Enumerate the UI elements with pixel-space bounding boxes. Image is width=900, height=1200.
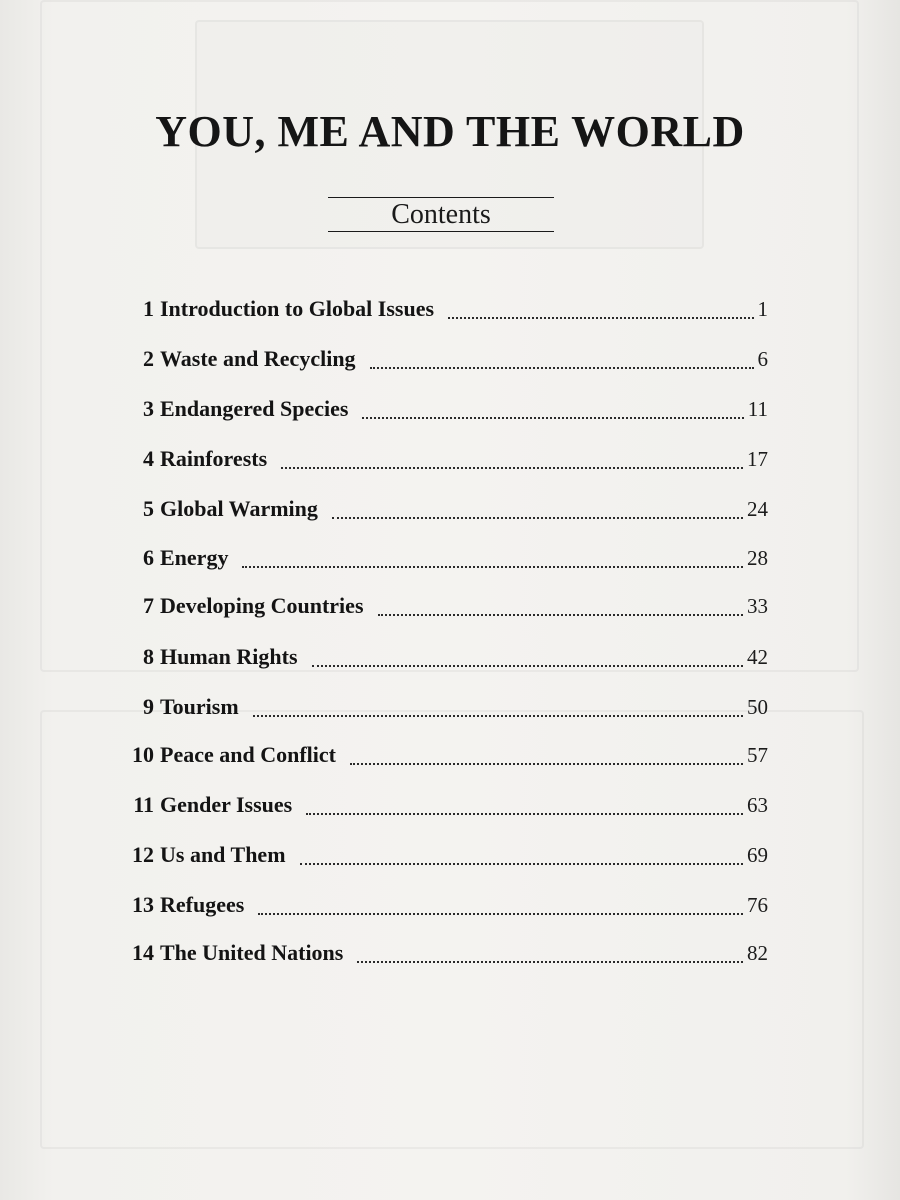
chapter-number: 11 (133, 792, 154, 817)
dot-leader (258, 913, 743, 915)
chapter-title: Peace and Conflict (160, 742, 336, 767)
page-number: 1 (757, 297, 768, 321)
page-number: 42 (747, 645, 768, 669)
page-number: 6 (757, 347, 768, 371)
chapter-number: 14 (132, 940, 154, 965)
chapter-title: Endangered Species (160, 396, 349, 421)
chapter-title: Human Rights (160, 644, 298, 669)
chapter-number: 12 (132, 842, 154, 867)
page-number: 24 (747, 497, 768, 521)
dot-leader (357, 961, 743, 963)
chapter-title: Developing Countries (160, 593, 364, 618)
toc-entry (118, 296, 768, 326)
chapter-number: 4 (143, 446, 154, 471)
chapter-title: Tourism (160, 694, 239, 719)
toc-entry (118, 694, 768, 724)
dot-leader (253, 715, 743, 717)
book-title: YOU, ME AND THE WORLD (155, 107, 745, 156)
toc-entry (118, 842, 768, 872)
page-number: 50 (747, 695, 768, 719)
dot-leader (306, 813, 743, 815)
toc-entry (118, 742, 768, 772)
toc-entry (118, 545, 768, 575)
toc-entry (118, 644, 768, 674)
chapter-title: The United Nations (160, 940, 344, 965)
page-number: 82 (747, 941, 768, 965)
dot-leader (300, 863, 743, 865)
chapter-number: 3 (143, 396, 154, 421)
chapter-title: Us and Them (160, 842, 286, 867)
toc-entry (118, 940, 768, 970)
dot-leader (378, 614, 744, 616)
chapter-number: 8 (143, 644, 154, 669)
toc-entry (118, 792, 768, 822)
toc-entry (118, 446, 768, 476)
toc-entry (118, 593, 768, 623)
chapter-title: Rainforests (160, 446, 268, 471)
dot-leader (312, 665, 743, 667)
toc-entry (118, 496, 768, 526)
page-number: 76 (747, 893, 768, 917)
page-number: 17 (747, 447, 768, 471)
dot-leader (362, 417, 743, 419)
page-number: 57 (747, 743, 768, 767)
chapter-title: Introduction to Global Issues (160, 296, 435, 321)
chapter-number: 9 (143, 694, 154, 719)
page-number: 69 (747, 843, 768, 867)
chapter-number: 7 (143, 593, 154, 618)
page-number: 33 (747, 594, 768, 618)
page-number: 28 (747, 546, 768, 570)
toc-entry (118, 396, 768, 426)
chapter-title: Waste and Recycling (160, 346, 356, 371)
chapter-number: 5 (143, 496, 154, 521)
dot-leader (448, 317, 753, 319)
chapter-title: Gender Issues (160, 792, 293, 817)
dot-leader (281, 467, 743, 469)
chapter-number: 10 (132, 742, 154, 767)
chapter-number: 6 (143, 545, 154, 570)
chapter-title: Refugees (160, 892, 245, 917)
dot-leader (370, 367, 754, 369)
toc-entry (118, 892, 768, 922)
dot-leader (350, 763, 743, 765)
chapter-title: Energy (160, 545, 229, 570)
dot-leader (332, 517, 743, 519)
chapter-number: 2 (143, 346, 154, 371)
toc-entry (118, 346, 768, 376)
contents-heading: Contents (391, 199, 491, 230)
chapter-number: 1 (143, 296, 154, 321)
page-number: 11 (747, 397, 768, 421)
page-number: 63 (747, 793, 768, 817)
chapter-number: 13 (132, 892, 154, 917)
chapter-title: Global Warming (160, 496, 318, 521)
dot-leader (242, 566, 743, 568)
